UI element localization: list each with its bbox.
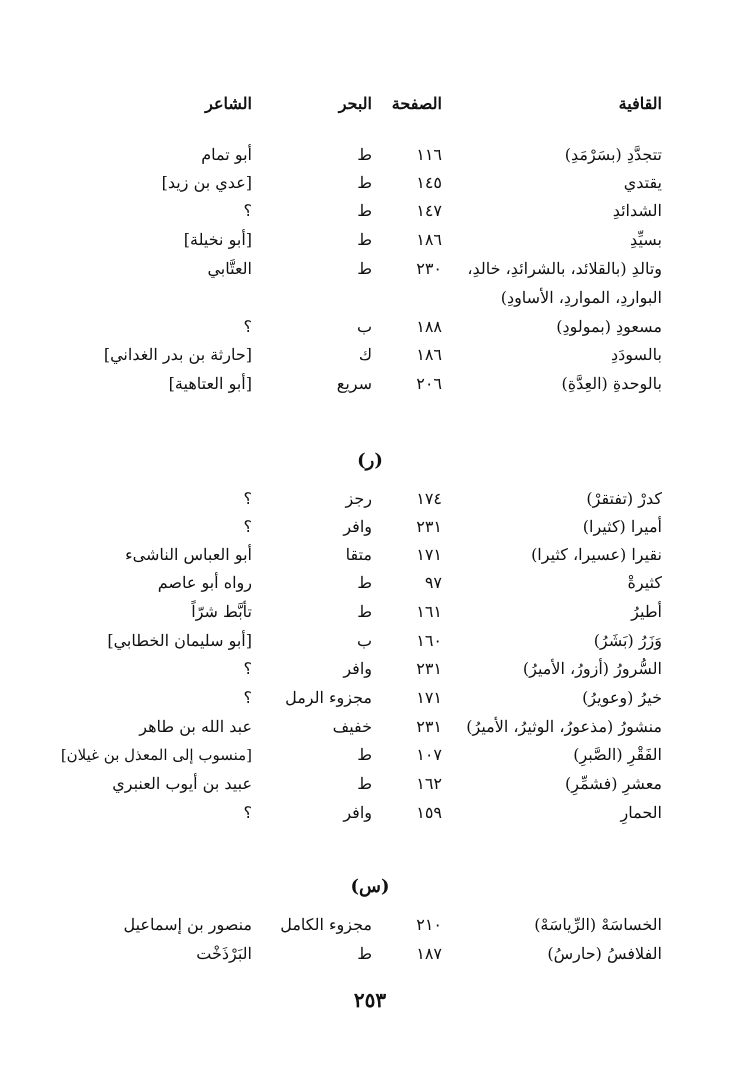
bahr: وافر (343, 517, 372, 536)
table-row (0, 541, 740, 569)
poet: [حارثة بن بدر الغداني] (103, 345, 252, 364)
bahr: رجز (345, 489, 372, 508)
poet: [منسوب إلى المعذل بن غيلان] (60, 746, 252, 764)
poet: عبيد بن أيوب العنبري (112, 774, 252, 793)
table-row (0, 911, 740, 939)
page-number: ٢٥٣ (353, 988, 387, 1012)
bahr: ط (357, 145, 372, 164)
page-ref: ١٤٧ (416, 201, 442, 220)
table-row (0, 799, 740, 827)
table-row (0, 598, 740, 626)
bahr: ط (357, 944, 372, 963)
poet: ؟ (243, 489, 252, 508)
page-ref: ١٨٧ (416, 944, 442, 963)
bahr: ط (357, 774, 372, 793)
qafiya: أميرا (كثيرا) (582, 517, 662, 536)
poet: منصور بن إسماعيل (123, 915, 252, 934)
bahr: ط (357, 259, 372, 278)
poet: ؟ (243, 201, 252, 220)
qafiya: بالوحدةِ (العِدَّةِ) (561, 374, 662, 393)
bahr: ك (358, 345, 372, 364)
page-ref: ١٥٩ (416, 803, 442, 822)
poet: [أبو سليمان الخطابي] (107, 631, 252, 650)
bahr: ط (357, 602, 372, 621)
page-ref: ١٧١ (416, 545, 442, 564)
header-bahr: البحر (338, 94, 372, 113)
page-ref: ٢١٠ (416, 915, 442, 934)
qafiya: الفلافسُ (حارسُ) (547, 944, 662, 963)
page-ref: ٢٣٠ (416, 259, 442, 278)
qafiya: معشرِ (فشمِّرِ) (565, 774, 662, 793)
page-ref: ١٨٦ (416, 345, 442, 364)
poet: ؟ (243, 803, 252, 822)
qafiya: أطيرُ (631, 602, 662, 621)
table-row (0, 226, 740, 254)
bahr: سريع (336, 374, 372, 393)
qafiya: الخساسَهْ (الرِّياسَهْ) (534, 915, 662, 934)
poet: [أبو نخيلة] (183, 230, 252, 249)
qafiya: الفَقْرِ (الصَّبرِ) (573, 745, 662, 764)
poet: ؟ (243, 517, 252, 536)
page-ref: ١٦٠ (416, 631, 442, 650)
poet: ؟ (243, 317, 252, 336)
table-row (0, 485, 740, 513)
poet: البَرْذَخْت (196, 944, 252, 963)
bahr: ب (356, 631, 372, 650)
header-page: الصفحة (391, 94, 442, 113)
poet: العتَّابي (207, 259, 252, 278)
page-ref: ٢٠٦ (416, 374, 442, 393)
qafiya: وَزَرُ (بَشَرُ) (593, 631, 662, 650)
poet: أبو العباس الناشىء (125, 545, 252, 564)
qafiya: يقتدي (623, 173, 662, 192)
table-row (0, 770, 740, 798)
page-ref: ٢٣١ (416, 717, 442, 736)
bahr: ط (357, 573, 372, 592)
page-ref: ١٨٦ (416, 230, 442, 249)
bahr: ط (357, 230, 372, 249)
qafiya: خيرُ (وعويرُ) (582, 688, 662, 707)
header-qafiya: القافية (618, 94, 662, 113)
bahr: مجزوء الكامل (280, 915, 372, 934)
page-ref: ١٧١ (416, 688, 442, 707)
page-ref: ١٤٥ (416, 173, 442, 192)
header-poet: الشاعر (205, 94, 252, 113)
qafiya: السُّرورُ (أزورُ، الأميرُ) (522, 659, 662, 678)
table-row (0, 655, 740, 683)
qafiya: الحمارِ (620, 803, 662, 822)
qafiya: كثيرةْ (627, 573, 662, 592)
table-header (0, 90, 740, 118)
table-row (0, 370, 740, 398)
table-row (0, 313, 740, 341)
qafiya: بسيِّدِ (630, 230, 662, 249)
table-row (0, 141, 740, 169)
table-row (0, 627, 740, 655)
qafiya: مسعودِ (بمولودِ) (556, 317, 662, 336)
bahr: مجزوء الرمل (285, 688, 372, 707)
table-row (0, 713, 740, 741)
page-ref: ١٦١ (416, 602, 442, 621)
bahr: ب (356, 317, 372, 336)
table-row (0, 197, 740, 225)
table-row (0, 169, 740, 197)
table-row (0, 684, 740, 712)
bahr: ط (357, 173, 372, 192)
page-ref: ١٧٤ (416, 489, 442, 508)
bahr: وافر (343, 803, 372, 822)
table-row (0, 513, 740, 541)
qafiya: الشدائدِ (612, 201, 662, 220)
poet: [عدي بن زيد] (161, 173, 252, 192)
bahr: ط (357, 745, 372, 764)
qafiya: منشورُ (مذعورُ، الوثيرُ، الأميرُ) (466, 717, 662, 736)
qafiya: وتالدِ (بالقلائد، بالشرائدِ، خالدِ، (467, 259, 662, 278)
table-row (0, 741, 740, 769)
qafiya: بالسودَدِ (611, 345, 662, 364)
bahr: وافر (343, 659, 372, 678)
table-row (0, 940, 740, 968)
poet: رواه أبو عاصم (157, 573, 252, 592)
qafiya: نقيرا (عسيرا، كثيرا) (531, 545, 662, 564)
poet: ؟ (243, 688, 252, 707)
page-ref: ١١٦ (416, 145, 442, 164)
table-row (0, 569, 740, 597)
poet: تأبَّط شرّاً (191, 602, 252, 621)
table-row (0, 284, 740, 312)
poet: أبو تمام (201, 145, 252, 164)
table-row (0, 255, 740, 283)
table-row (0, 341, 740, 369)
page-ref: ١٨٨ (416, 317, 442, 336)
qafiya: تتجدَّدِ (بسَرْمَدِ) (564, 145, 662, 164)
qafiya-continuation: البواردِ، المواردِ، الأساودِ) (500, 288, 662, 307)
poet: [أبو العتاهية] (168, 374, 252, 393)
page-ref: ٩٧ (424, 573, 442, 592)
poet: ؟ (243, 659, 252, 678)
page-ref: ١٦٢ (416, 774, 442, 793)
section-heading-ra: (ر) (357, 450, 383, 471)
page-ref: ٢٣١ (416, 517, 442, 536)
section-heading-sin: (س) (350, 876, 390, 897)
qafiya: كدرْ (تفتقرْ) (586, 489, 662, 508)
page-ref: ١٠٧ (416, 745, 442, 764)
bahr: متقا (345, 545, 372, 564)
bahr: ط (357, 201, 372, 220)
bahr: خفيف (332, 717, 372, 736)
page-ref: ٢٣١ (416, 659, 442, 678)
poet: عبد الله بن طاهر (139, 717, 252, 736)
